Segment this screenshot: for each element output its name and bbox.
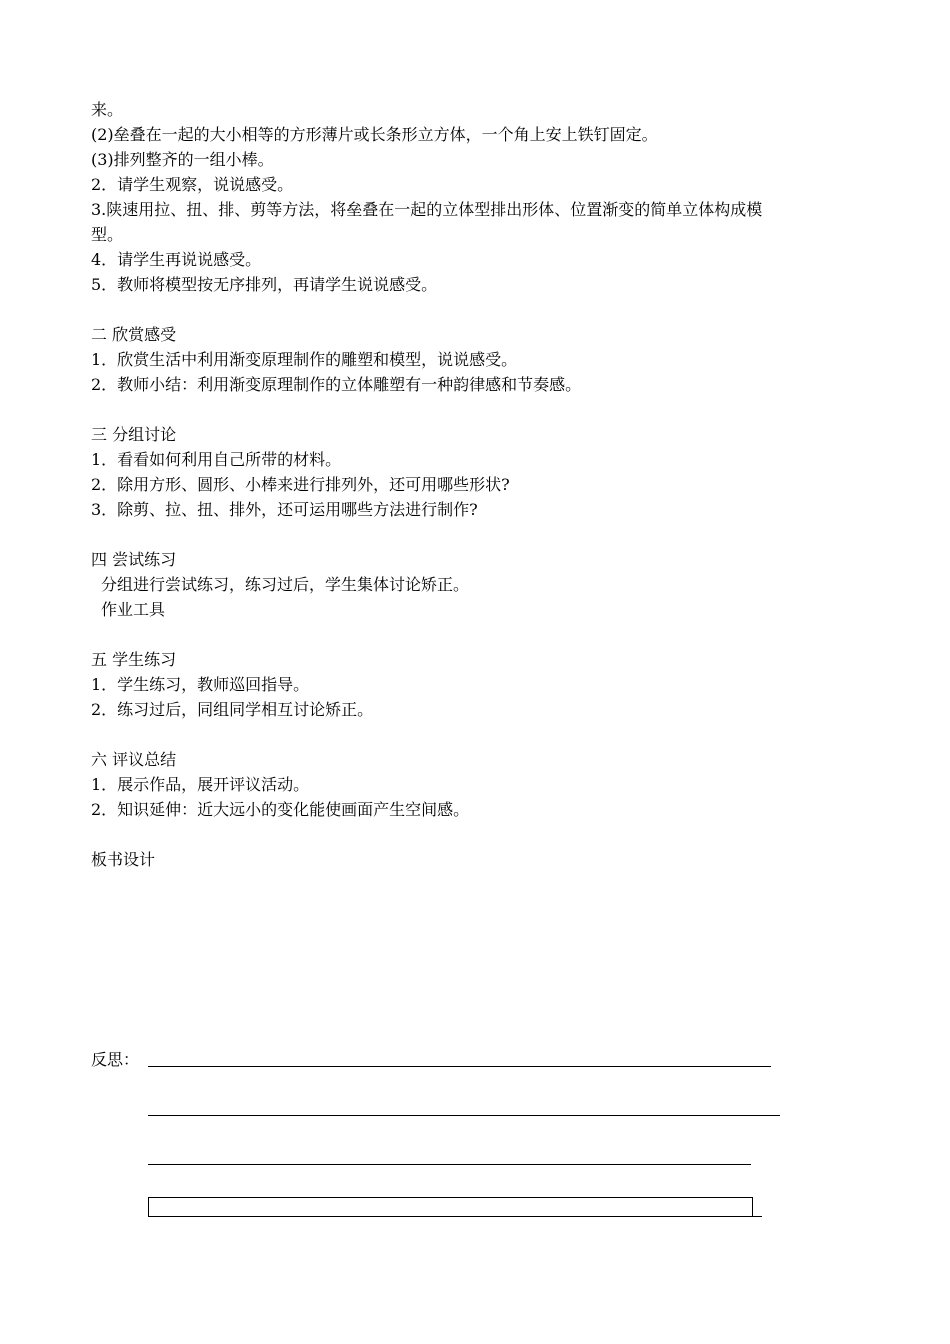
- reflection-line-tail: [753, 1216, 762, 1217]
- reflection-line: [148, 1164, 751, 1165]
- reflection-line: [148, 1066, 771, 1067]
- list-item: 3．除剪、拉、扭、排外，还可运用哪些方法进行制作?: [91, 500, 478, 519]
- list-item: 2．教师小结：利用渐变原理制作的立体雕塑有一种韵律感和节奏感。: [91, 375, 582, 394]
- text-line: (3)排列整齐的一组小棒。: [91, 150, 274, 169]
- text-line: 来。: [91, 100, 124, 119]
- list-item: 2．练习过后，同组同学相互讨论矫正。: [91, 700, 374, 719]
- list-item: 2．除用方形、圆形、小棒来进行排列外，还可用哪些形状?: [91, 475, 510, 494]
- reflection-line: [148, 1115, 780, 1116]
- section-heading: 六 评议总结: [91, 750, 177, 769]
- text-line: 3.陕速用拉、扭、排、剪等方法，将垒叠在一起的立体型排出形体、位置渐变的简单立体构成模: [91, 200, 763, 219]
- list-item: 1．展示作品，展开评议活动。: [91, 775, 310, 794]
- section-heading: 四 尝试练习: [91, 550, 177, 569]
- text-line: 型。: [91, 225, 124, 244]
- section-heading: 五 学生练习: [91, 650, 177, 669]
- list-item: 1．学生练习，教师巡回指导。: [91, 675, 310, 694]
- board-design-heading: 板书设计: [91, 850, 156, 869]
- text-line: 4．请学生再说说感受。: [91, 250, 262, 269]
- list-item: 1．欣赏生活中利用渐变原理制作的雕塑和模型，说说感受。: [91, 350, 518, 369]
- reflection-box: [148, 1197, 753, 1217]
- text-line: (2)垒叠在一起的大小相等的方形薄片或长条形立方体，一个角上安上铁钉固定。: [91, 125, 658, 144]
- list-item: 1．看看如何利用自己所带的材料。: [91, 450, 342, 469]
- text-line: 2．请学生观察，说说感受。: [91, 175, 294, 194]
- list-item: 2．知识延伸：近大远小的变化能使画面产生空间感。: [91, 800, 470, 819]
- list-item: 分组进行尝试练习，练习过后，学生集体讨论矫正。: [101, 575, 470, 594]
- section-heading: 三 分组讨论: [91, 425, 177, 444]
- text-line: 5．教师将模型按无序排列，再请学生说说感受。: [91, 275, 438, 294]
- reflection-label: 反思：: [91, 1050, 140, 1069]
- list-item: 作业工具: [101, 600, 166, 619]
- section-heading: 二 欣赏感受: [91, 325, 177, 344]
